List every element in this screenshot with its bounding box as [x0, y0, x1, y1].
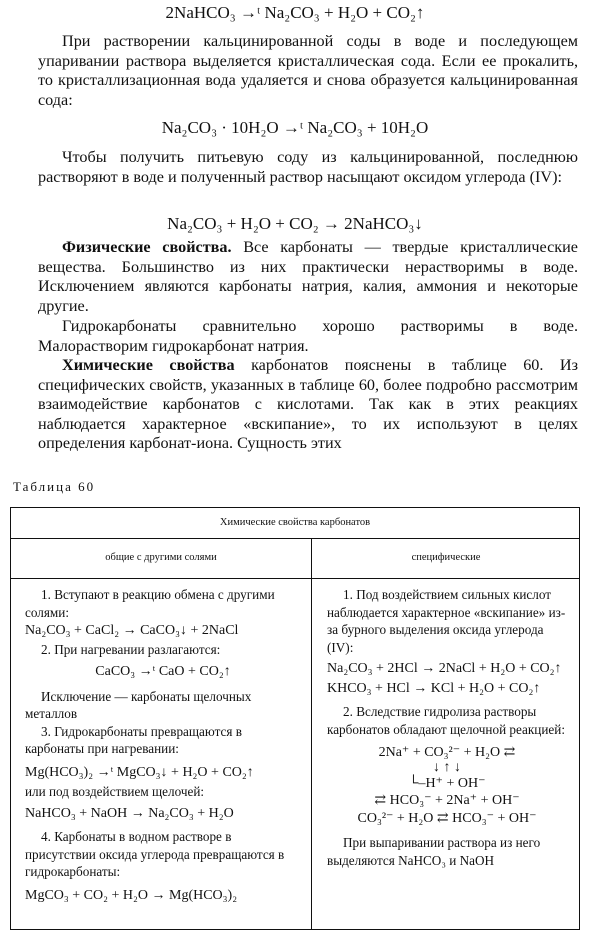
text-physical: Все карбонаты — твердые кристаллические вещества. Большинство из них практически нерастворимы в воде. Исключением являются карбонаты натрия, калия, аммония и некоторые другие.	[38, 238, 578, 315]
specific-formula-3-arrows: ↓ ↑ ↓	[433, 760, 461, 775]
specific-formula-2: KHCO₃ + HCl → KCl + H₂O + CO₂↑	[327, 681, 541, 696]
general-exception: Исключение — карбонаты щелочных металлов	[25, 688, 252, 721]
specific-item-1: 1. Под воздействием сильных кислот наблюдается характерное «вскипание» из-за бурного выделения оксида углерода (IV):	[327, 587, 566, 655]
general-formula-3: Mg(HCO₃)₂ →ᵗ MgCO₃↓ + H₂O + CO₂↑	[25, 764, 254, 780]
table-60	[10, 507, 580, 930]
general-item-3: 3. Гидрокарбонаты превращаются в карбонаты при нагревании:	[25, 723, 242, 756]
column-divider	[311, 538, 312, 929]
specific-formula-1: Na₂CO₃ + 2HCl → 2NaCl + H₂O + CO₂↑	[327, 661, 562, 676]
heading-chemical: Химические свойства	[62, 356, 235, 374]
general-alkali-note: или под воздействием щелочей:	[25, 783, 205, 799]
table-label: Таблица 60	[13, 479, 96, 494]
equation-soda-decomposition: 2NaHCO₃ →ᵗ Na₂CO₃ + H₂O + CO₂↑	[165, 3, 425, 22]
specific-formula-4: ⇄ HCO₃⁻ + 2Na⁺ + OH⁻	[374, 793, 520, 808]
specific-formula-5: CO₃²⁻ + H₂O ⇄ HCO₃⁻ + OH⁻	[357, 811, 537, 826]
paragraph-bicarbonates: Гидрокарбонаты сравнительно хорошо растворимы в воде. Малорастворим гидрокарбонат натрия.	[38, 317, 578, 355]
general-formula-4: NaHCO₃ + NaOH → Na₂CO₃ + H₂O	[25, 806, 234, 821]
general-formula-5: MgCO₃ + CO₂ + H₂O → Mg(HCO₃)₂	[25, 887, 238, 903]
general-item-4: 4. Карбонаты в водном растворе в присутствии оксида углерода превращаются в гидрокарбонаты:	[25, 829, 285, 879]
cell-general-properties	[25, 586, 301, 906]
paragraph-physical-properties	[0, 238, 590, 316]
paragraph-chemical-properties	[0, 356, 590, 454]
specific-item-2: 2. Вследствие гидролиза растворы карбонатов обладают щелочной реакцией:	[327, 704, 565, 737]
column-header-specific: специфические	[312, 538, 580, 579]
general-item-1: 1. Вступают в реакцию обмена с другими солями:	[25, 587, 275, 620]
text-chemical: карбонатов пояснены в таблице 60. Из специфических свойств, указанных в таблице 60, более подробно рассмотрим взаимодействие карбонатов с кислотами. Так как в этих реакциях наблюдается характерное «вскипание», то их используют в целях определения карбонат-иона. Сущность этих	[38, 356, 578, 453]
general-item-2: 2. При нагревании разлагаются:	[41, 642, 221, 657]
paragraph-drinking-soda: Чтобы получить питьевую соду из кальцинированной, последнюю растворяют в воде и полученный раствор насыщают оксидом углерода (IV):	[38, 148, 578, 186]
equation-bicarbonate: Na₂CO₃ + H₂O + CO₂ → 2NaHCO₃↓	[167, 214, 423, 233]
specific-formula-3: 2Na⁺ + CO₃²⁻ + H₂O ⇄	[378, 745, 516, 760]
general-formula-1: Na₂CO₃ + CaCl₂ → CaCO₃↓ + 2NaCl	[25, 623, 239, 638]
specific-formula-3-ions: └–H⁺ + OH⁻	[408, 776, 486, 791]
general-formula-2: CaCO₃ →ᵗ CaO + CO₂↑	[95, 663, 231, 679]
column-header-general: общие с другими солями	[11, 538, 311, 579]
heading-physical: Физические свойства.	[62, 238, 232, 256]
cell-specific-properties	[327, 586, 567, 869]
specific-item-3: При выпаривании раствора из него выделяются NaHCO₃ и NaOH	[327, 835, 541, 868]
paragraph-crystal-soda: При растворении кальцинированной соды в воде и последующем упаривании раствора выделяется кристаллическая сода. Если ее прокалить, то кристаллизационная вода удаляется и снова образуется кальцинированная сода:	[38, 32, 578, 109]
table-title: Химические свойства карбонатов	[11, 508, 579, 539]
equation-crystal-water: Na₂CO₃ · 10H₂O →ᵗ Na₂CO₃ + 10H₂O	[161, 118, 429, 137]
